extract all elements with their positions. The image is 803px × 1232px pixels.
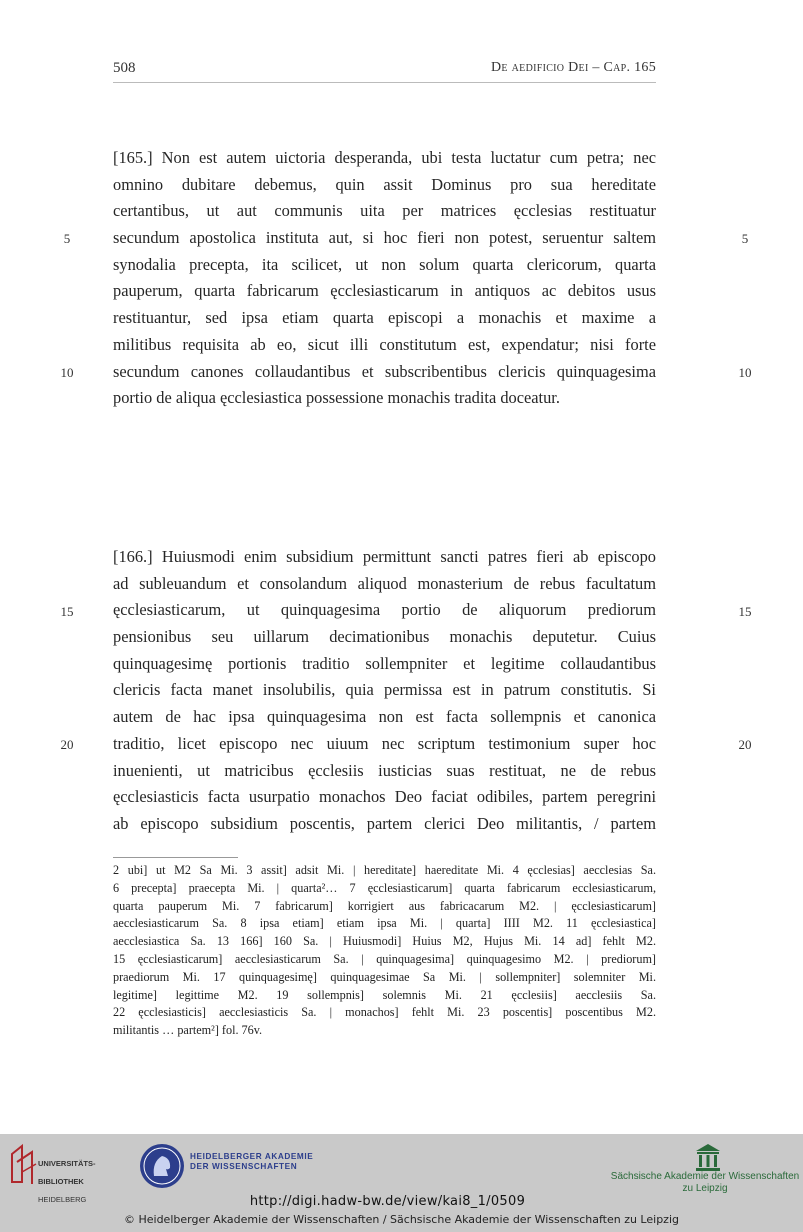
- line-number-right-15: 15: [738, 604, 752, 619]
- line-number-left-10: 10: [60, 365, 74, 380]
- text-line: omnino dubitare debemus, quin assit Dominus pro sua hereditate: [113, 174, 656, 194]
- saw-building-icon[interactable]: [694, 1142, 722, 1172]
- text-line: certantibus, ut aut communis uita per matrices ęcclesias restituatur: [113, 201, 656, 221]
- text-line: ęcclesiasticis facta usurpatio monachos Deo faciat odibiles, partem peregrini: [113, 787, 656, 807]
- text-line: autem de hac ipsa quinquagesima non est facta sollempnis et canonica: [113, 707, 656, 727]
- text-line: clericis facta manet insolubilis, quia permissa est in patrum constitutis. Si: [113, 680, 656, 700]
- hadw-seal-icon[interactable]: [138, 1142, 186, 1190]
- text-line: inuenienti, ut matricibus ęcclesiis iusticias suas restituat, ne de rebus: [113, 760, 656, 780]
- text-line: restituantur, sed ipsa etiam quarta episcopi a monachis et maxime a: [113, 308, 656, 328]
- apparatus-line: 15 ęcclesiasticarum] aecclesiasticarum Sa. | quinquagesima] quinquagesimo M2. | prediorum]: [113, 951, 656, 966]
- text-line: ęcclesiasticarum, ut quinquagesima portio de aliquorum prediorum: [113, 600, 656, 620]
- chapter-165-text: [113, 145, 656, 412]
- critical-apparatus: [113, 862, 656, 1040]
- text-line: quinquagesimę portionis traditio sollempniter et legitime collaudantibus: [113, 653, 656, 673]
- page-header: [113, 58, 656, 83]
- apparatus-line: 6 precepta] praecepta Mi. | quarta²… 7 ęcclesiasticarum] quarta fabricarum ecclesiasticarum,: [113, 880, 656, 895]
- text-line: traditio, licet episcopo nec uiuum nec scriptum testimonium super hoc: [113, 733, 656, 753]
- permalink-url[interactable]: http://digi.hadw-bw.de/view/kai8_1/0509: [249, 1194, 526, 1209]
- apparatus-line: militantis … partem²] fol. 76v.: [113, 1023, 263, 1038]
- saw-name: Sächsische Akademie der Wissenschaften zu Leipzig: [610, 1171, 800, 1194]
- hadw-name: HEIDELBERGER AKADEMIE DER WISSENSCHAFTEN: [190, 1152, 314, 1171]
- line-number-right-10: 10: [738, 365, 752, 380]
- apparatus-line: 22 ęcclesiasticis] aecclesiasticis Sa. | monachos] fehlt Mi. 23 poscentis] poscentibus M2.: [113, 1005, 656, 1020]
- running-title: De aedificio Dei – Cap. 165: [491, 60, 656, 75]
- line-number-right-20: 20: [738, 737, 752, 752]
- apparatus-line: quarta pauperum Mi. 7 fabricarum] korrigiert aus fabricacarum M2. | ęcclesiasticarum]: [113, 898, 656, 913]
- text-line: secundum canones collaudantibus et subscribentibus clericis quinquagesima: [113, 361, 656, 381]
- text-line: militibus requisita ab eo, sicut illi constitutum est, expendatur; nisi forte: [113, 334, 656, 354]
- footnote-rule: [113, 857, 238, 858]
- apparatus-line: aecclesiastica Sa. 13 166] 160 Sa. | Huiusmodi] Huius M2, Hujus Mi. 14 ad] fehlt M2.: [113, 934, 656, 949]
- text-line: ab episcopo subsidium poscentis, partem clerici Deo militantis, / partem: [113, 813, 656, 833]
- text-line: secundum apostolica instituta aut, si hoc fieri non potest, seruentur saltem: [113, 228, 656, 248]
- copyright-notice: © Heidelberger Akademie der Wissenschaften / Sächsische Akademie der Wissenschaften zu Leipzig: [123, 1213, 679, 1226]
- page-number: 508: [113, 60, 136, 76]
- text-line: pensionibus seu uillarum decimationibus monachis deputetur. Cuius: [113, 627, 656, 647]
- text-line: pauperum, quarta fabricarum ęcclesiasticarum in antiquos ac debitos usus: [113, 281, 656, 301]
- apparatus-line: 2 ubi] ut M2 Sa Mi. 3 assit] adsit Mi. | hereditate] haereditate Mi. 4 ęcclesias] aecclesias Sa.: [113, 863, 656, 877]
- apparatus-line: praediorum Mi. 17 quinquagesimę] quinquagesimae Sa Mi. | sollempniter] solemniter Mi.: [113, 969, 656, 984]
- text-line: ad subleuandum et consolandum aliquod monasterium de rebus facultatum: [113, 573, 656, 593]
- chapter-166-text: [113, 544, 656, 838]
- text-line: [165.] Non est autem uictoria desperanda, ubi testa luctatur cum petra; nec: [113, 148, 656, 167]
- line-number-left-5: 5: [63, 231, 71, 246]
- text-line: portio de aliqua ęcclesiastica possessione monachis tradita doceatur.: [113, 388, 560, 408]
- line-number-left-15: 15: [60, 604, 74, 619]
- line-number-left-20: 20: [60, 737, 74, 752]
- ub-heidelberg-name: UNIVERSITÄTS- BIBLIOTHEK HEIDELBERG: [38, 1159, 96, 1204]
- apparatus-line: legitime] legittime M2. 19 sollempnis] solemnis Mi. 21 ęcclesiis] aecclesiis Sa.: [113, 987, 656, 1002]
- text-line: synodalia precepta, ita scilicet, ut non solum quarta clericorum, quarta: [113, 254, 656, 274]
- line-number-right-5: 5: [741, 231, 749, 246]
- text-line: [166.] Huiusmodi enim subsidium permittunt sancti patres fieri ab episcopo: [113, 547, 656, 566]
- footer-bar: [0, 1134, 803, 1232]
- apparatus-line: aecclesiasticarum Sa. 8 ipsa etiam] etiam ipsa Mi. | quarta] IIII M2. 11 ęcclesiastica]: [113, 916, 656, 931]
